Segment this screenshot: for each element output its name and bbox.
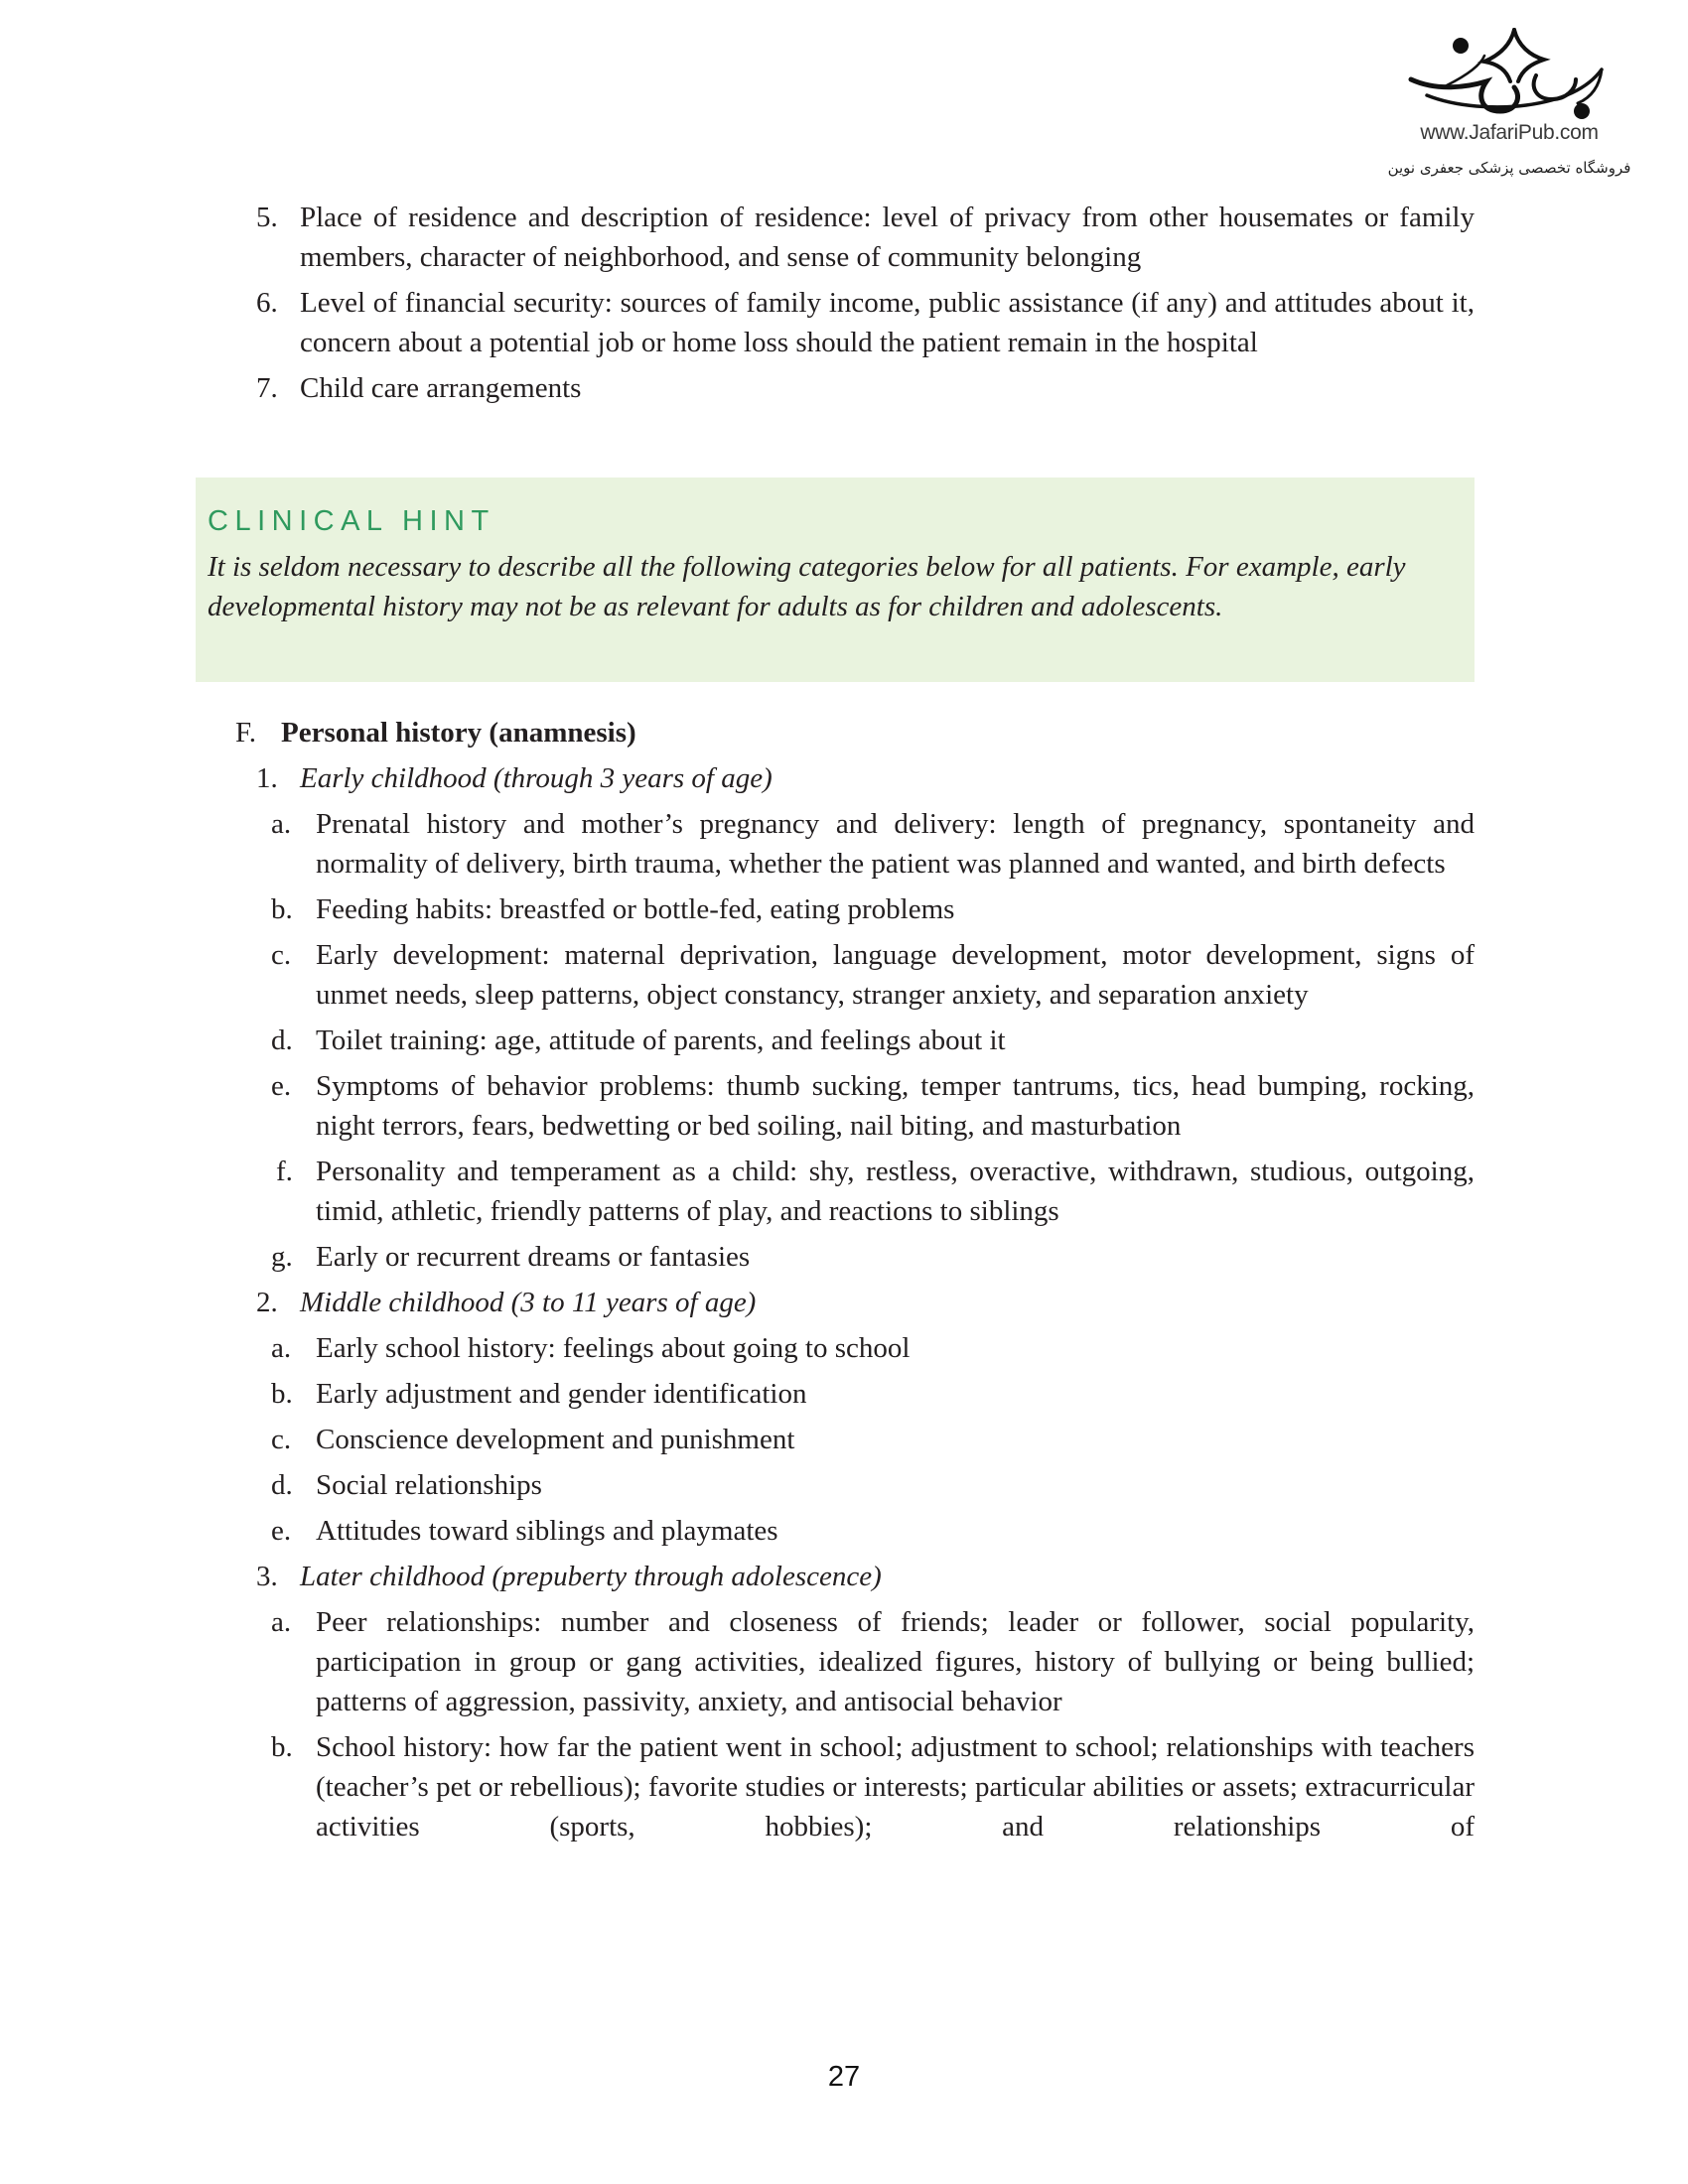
list-item-text: Early school history: feelings about going to school xyxy=(316,1332,911,1364)
list-marker: a. xyxy=(271,808,292,840)
continued-list xyxy=(0,198,1688,414)
list-item xyxy=(0,1420,1475,1459)
list-item-text: Symptoms of behavior problems: thumb sucking, temper tantrums, tics, head bumping, rocking, night terrors, fears, bedwetting or bed soiling, nail biting, and masturbation xyxy=(316,1070,1475,1142)
list-item xyxy=(0,1066,1475,1146)
subsection-marker: 1. xyxy=(256,762,278,794)
list-item xyxy=(0,1374,1475,1414)
clinical-hint-box xyxy=(196,478,1475,682)
list-marker: a. xyxy=(271,1332,292,1364)
list-item-text: Feeding habits: breastfed or bottle-fed, eating problems xyxy=(316,893,955,925)
section-marker: F. xyxy=(235,717,257,749)
list-item-text: Child care arrangements xyxy=(300,372,582,404)
list-item-text: Early or recurrent dreams or fantasies xyxy=(316,1241,751,1273)
list-marker: b. xyxy=(271,1731,293,1763)
list-marker: d. xyxy=(271,1024,293,1056)
list-item xyxy=(0,1021,1475,1060)
list-item-text: Peer relationships: number and closeness of friends; leader or follower, social popularity, participation in group or gang activities, idealized figures, history of bullying or being bullied; patterns of aggression, passivity, anxiety, and antisocial behavior xyxy=(316,1606,1475,1717)
publisher-tagline: فروشگاه تخصصی پزشکی جعفری نوین xyxy=(1387,159,1631,177)
subsection-title: Early childhood (through 3 years of age) xyxy=(300,762,773,794)
list-marker: c. xyxy=(271,1424,292,1455)
subsection-marker: 3. xyxy=(256,1561,278,1592)
list-item xyxy=(0,1602,1475,1721)
publisher-logo xyxy=(1385,22,1633,191)
list-marker: c. xyxy=(271,939,292,971)
list-marker: 5. xyxy=(256,202,278,233)
list-marker: a. xyxy=(271,1606,292,1638)
list-item-text: Toilet training: age, attitude of parents, and feelings about it xyxy=(316,1024,1006,1056)
list-item-text: Social relationships xyxy=(316,1469,542,1501)
list-item xyxy=(0,1152,1475,1231)
list-item-text: Prenatal history and mother’s pregnancy and delivery: length of pregnancy, spontaneity and normality of delivery, birth trauma, whether the patient was planned and wanted, and birth defects xyxy=(316,808,1475,880)
section-title: Personal history (anamnesis) xyxy=(281,717,636,749)
list-item xyxy=(0,804,1475,884)
list-marker: e. xyxy=(271,1070,292,1102)
list-marker: f. xyxy=(276,1156,293,1187)
subsection-title: Middle childhood (3 to 11 years of age) xyxy=(300,1287,757,1318)
list-item xyxy=(0,368,1475,408)
list-marker: g. xyxy=(271,1241,293,1273)
list-item xyxy=(0,889,1475,929)
list-item xyxy=(0,1465,1475,1505)
section-heading xyxy=(0,713,1475,752)
list-item xyxy=(0,1511,1475,1551)
subsection-heading xyxy=(0,758,1475,798)
jafaripub-calligraphy-icon xyxy=(1407,26,1606,121)
page-number: 27 xyxy=(827,2061,861,2093)
subsection-heading xyxy=(0,1283,1475,1322)
list-marker: e. xyxy=(271,1515,292,1547)
list-item-text: Early development: maternal deprivation, language development, motor development, signs of unmet needs, sleep patterns, object constancy, stranger anxiety, and separation anxiety xyxy=(316,939,1475,1011)
list-marker: b. xyxy=(271,893,293,925)
list-item xyxy=(0,1727,1475,1846)
publisher-url: www.JafariPub.com xyxy=(1420,121,1599,144)
list-item xyxy=(0,198,1475,277)
list-marker: 7. xyxy=(256,372,278,404)
list-marker: 6. xyxy=(256,287,278,319)
list-item-text: Conscience development and punishment xyxy=(316,1424,795,1455)
list-item-text: Attitudes toward siblings and playmates xyxy=(316,1515,778,1547)
clinical-hint-title: CLINICAL HINT xyxy=(208,505,495,537)
list-marker: d. xyxy=(271,1469,293,1501)
list-item-text: School history: how far the patient went in school; adjustment to school; relationships with teachers (teacher’s pet or rebellious); favorite studies or interests; particular abilities or assets; extracurricular activities (sports, hobbies); and relationships of xyxy=(316,1731,1475,1843)
list-item-text: Early adjustment and gender identification xyxy=(316,1378,807,1410)
subsection-marker: 2. xyxy=(256,1287,278,1318)
list-item xyxy=(0,1328,1475,1368)
list-marker: b. xyxy=(271,1378,293,1410)
list-item xyxy=(0,935,1475,1015)
list-item xyxy=(0,283,1475,362)
list-item-text: Place of residence and description of residence: level of privacy from other housemates or family members, character of neighborhood, and sense of community belonging xyxy=(300,202,1475,273)
subsection-title: Later childhood (prepuberty through adolescence) xyxy=(300,1561,882,1592)
clinical-hint-body: It is seldom necessary to describe all the following categories below for all patients. For example, early developmental history may not be as relevant for adults as for children and adolescents. xyxy=(208,551,1406,622)
list-item-text: Personality and temperament as a child: shy, restless, overactive, withdrawn, studious, outgoing, timid, athletic, friendly patterns of play, and reactions to siblings xyxy=(316,1156,1475,1227)
list-item-text: Level of financial security: sources of family income, public assistance (if any) and attitudes about it, concern about a potential job or home loss should the patient remain in the hospital xyxy=(300,287,1475,358)
list-item xyxy=(0,1237,1475,1277)
subsection-heading xyxy=(0,1557,1475,1596)
personal-history-section xyxy=(0,713,1688,1852)
